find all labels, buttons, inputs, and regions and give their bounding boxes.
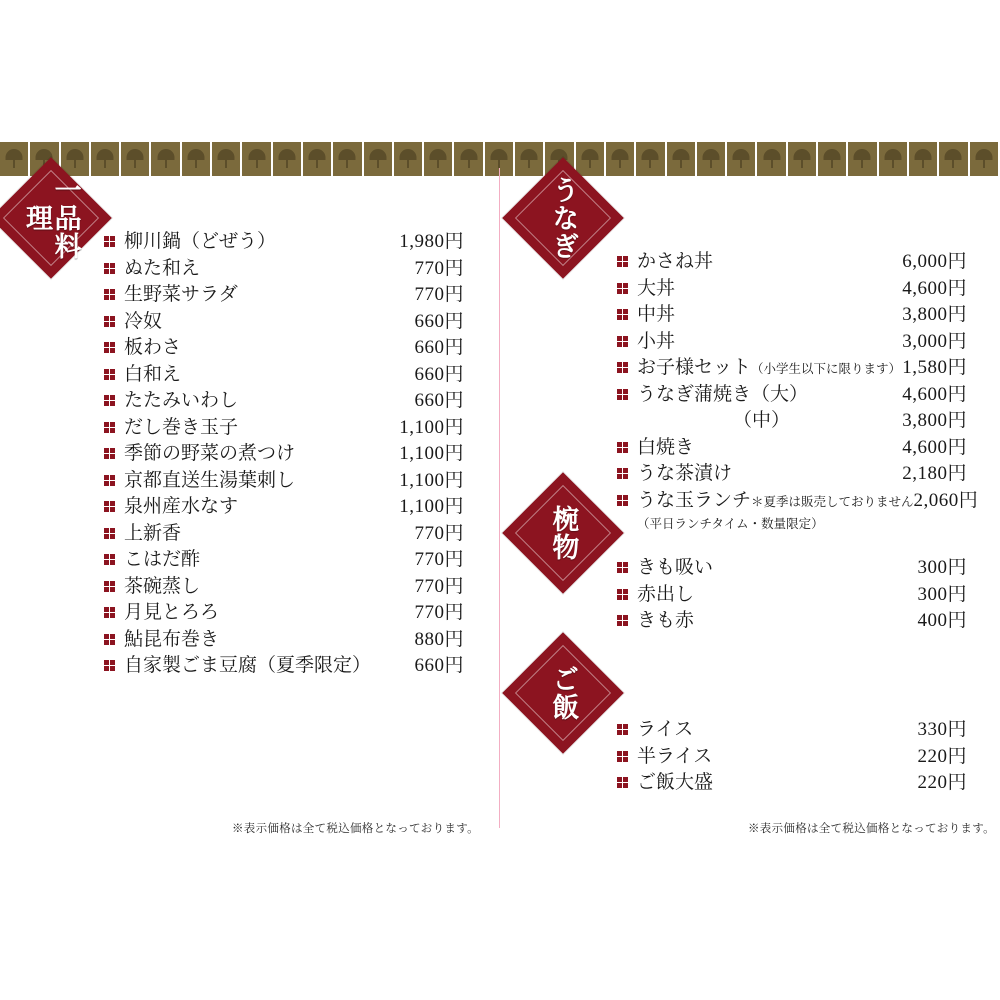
item-price: 660円 — [414, 390, 464, 411]
item-price: 1,100円 — [399, 469, 464, 491]
item-name: 小丼 — [637, 330, 676, 352]
menu-row — [104, 232, 464, 251]
item-name: 鮎昆布巻き — [124, 628, 220, 650]
menu-row — [104, 656, 464, 675]
list-bullet-icon — [104, 554, 115, 565]
band-tile-umbrella-icon — [242, 142, 272, 176]
list-bullet-icon — [104, 236, 115, 247]
item-price: 880円 — [414, 628, 464, 650]
menu-row — [104, 391, 464, 410]
band-tile-umbrella-icon — [879, 142, 909, 176]
item-name-note: ＊夏季は販売しておりません — [751, 494, 914, 509]
band-tile-umbrella-icon — [364, 142, 394, 176]
menu-row — [617, 305, 967, 324]
list-bullet-icon — [617, 309, 628, 320]
item-name: お子様セット（小学生以下に限ります） — [637, 357, 902, 378]
section-list-ippin — [104, 232, 464, 683]
decorative-band — [0, 142, 1000, 176]
item-name: 赤出し — [637, 583, 695, 605]
menu-row — [617, 489, 979, 511]
band-tile-umbrella-icon — [333, 142, 363, 176]
section-list-gohan — [617, 720, 967, 800]
menu-row — [104, 418, 464, 437]
band-tile-umbrella-icon — [121, 142, 151, 176]
item-price: 400円 — [917, 610, 967, 631]
item-name-note: （小学生以下に限ります） — [751, 362, 902, 376]
item-price: 2,180円 — [902, 463, 967, 484]
menu-row — [104, 497, 464, 516]
list-bullet-icon — [104, 501, 115, 512]
item-price: 2,060円 — [913, 489, 979, 511]
section-label-ippin: 一品料理 — [22, 176, 81, 260]
item-name: うな茶漬け — [637, 463, 733, 484]
item-price: 4,600円 — [902, 277, 967, 299]
item-price: 330円 — [917, 719, 967, 740]
menu-row — [617, 332, 967, 351]
band-tile-umbrella-icon — [848, 142, 878, 176]
list-bullet-icon — [104, 289, 115, 300]
item-price: 770円 — [414, 602, 464, 623]
item-name: 白焼き — [637, 436, 695, 458]
menu-row — [617, 279, 967, 298]
item-name: うな玉ランチ＊夏季は販売しておりません — [637, 489, 914, 511]
menu-row — [617, 385, 967, 404]
section-list-wanmono — [617, 558, 967, 638]
item-name: 大丼 — [637, 277, 676, 299]
band-tiles — [0, 142, 1000, 176]
item-name: だし巻き玉子 — [124, 416, 239, 438]
band-tile-umbrella-icon — [212, 142, 242, 176]
band-tile-umbrella-icon — [939, 142, 969, 176]
item-name: かさね丼 — [637, 251, 714, 272]
item-name: 半ライス — [637, 745, 713, 767]
list-bullet-icon — [617, 589, 628, 600]
band-tile-umbrella-icon — [454, 142, 484, 176]
menu-row — [617, 252, 967, 271]
item-name: 自家製ごま豆腐（夏季限定） — [124, 655, 372, 676]
item-name: うなぎ蒲焼き（大） — [637, 383, 809, 405]
list-bullet-icon — [104, 607, 115, 618]
item-price: 1,100円 — [399, 416, 464, 438]
band-tile-umbrella-icon — [151, 142, 181, 176]
list-bullet-icon — [617, 751, 628, 762]
item-name: ぬた和え — [124, 257, 201, 279]
menu-row — [617, 558, 967, 577]
band-tile-umbrella-icon — [970, 142, 1000, 176]
band-tile-umbrella-icon — [727, 142, 757, 176]
menu-row — [617, 747, 967, 766]
list-bullet-icon — [617, 283, 628, 294]
item-price: 770円 — [414, 522, 464, 544]
list-bullet-icon — [104, 263, 115, 274]
menu-row — [104, 550, 464, 569]
item-name: 月見とろろ — [124, 602, 220, 623]
band-tile-umbrella-icon — [273, 142, 303, 176]
tax-note-left: ※表示価格は全て税込価格となっております。 — [232, 823, 479, 835]
band-tile-umbrella-icon — [909, 142, 939, 176]
menu-row — [617, 773, 967, 792]
section-label-wanmono: 椀物 — [548, 505, 579, 561]
item-price: 1,100円 — [399, 496, 464, 517]
list-bullet-icon — [104, 581, 115, 592]
item-price: 300円 — [917, 557, 967, 578]
band-tile-umbrella-icon — [757, 142, 787, 176]
item-price: 770円 — [414, 549, 464, 570]
menu-row — [104, 471, 464, 490]
tax-note-right: ※表示価格は全て税込価格となっております。 — [748, 823, 995, 835]
item-price: 4,600円 — [902, 436, 967, 458]
item-price: 770円 — [414, 284, 464, 305]
menu-row — [104, 338, 464, 357]
item-price: 300円 — [917, 583, 967, 605]
section-label-unagi: うなぎ — [548, 176, 579, 260]
item-name: 板わさ — [124, 337, 182, 358]
item-name: 生野菜サラダ — [124, 284, 238, 305]
band-tile-umbrella-icon — [697, 142, 727, 176]
item-name: 冷奴 — [124, 310, 163, 332]
band-tile-umbrella-icon — [606, 142, 636, 176]
item-price: 1,100円 — [399, 443, 464, 464]
item-price: 4,600円 — [902, 383, 967, 405]
list-bullet-icon — [104, 528, 115, 539]
band-tile-umbrella-icon — [394, 142, 424, 176]
item-price: 660円 — [414, 310, 464, 332]
list-bullet-icon — [104, 422, 115, 433]
item-name: たたみいわし — [124, 390, 239, 411]
item-price: 660円 — [414, 337, 464, 358]
band-tile-umbrella-icon — [91, 142, 121, 176]
list-bullet-icon — [617, 495, 628, 506]
band-tile-umbrella-icon — [636, 142, 666, 176]
item-name: 京都直送生湯葉刺し — [124, 469, 296, 491]
list-bullet-icon — [617, 362, 628, 373]
item-name: 上新香 — [124, 522, 182, 544]
section-list-unagi — [617, 251, 979, 540]
item-price: 220円 — [917, 772, 967, 793]
item-name: 泉州産水なす — [124, 496, 239, 517]
band-tile-umbrella-icon — [818, 142, 848, 176]
center-fold-line — [499, 168, 500, 828]
item-name: きも赤 — [637, 610, 695, 631]
list-bullet-icon — [617, 389, 628, 400]
list-bullet-icon — [104, 342, 115, 353]
menu-row — [617, 464, 967, 483]
item-price: 1,980円 — [399, 231, 464, 252]
list-bullet-icon — [617, 615, 628, 626]
list-bullet-icon — [104, 634, 115, 645]
menu-row — [104, 577, 464, 596]
menu-row — [617, 611, 967, 630]
menu-row — [617, 438, 967, 457]
menu-row — [617, 358, 967, 377]
list-bullet-icon — [617, 777, 628, 788]
menu-row — [104, 259, 464, 278]
item-price: 3,000円 — [902, 330, 967, 352]
menu-row — [617, 411, 967, 430]
item-name: ご飯大盛 — [637, 772, 714, 793]
section-label-gohan: ご飯 — [548, 665, 579, 721]
band-tile-umbrella-icon — [788, 142, 818, 176]
list-bullet-icon — [104, 369, 115, 380]
list-bullet-icon — [104, 316, 115, 327]
item-price: 660円 — [414, 655, 464, 676]
list-bullet-icon — [617, 468, 628, 479]
menu-row — [104, 630, 464, 649]
band-tile-umbrella-icon — [667, 142, 697, 176]
list-bullet-icon — [104, 660, 115, 671]
item-name: こはだ酢 — [124, 549, 201, 570]
menu-row — [104, 285, 464, 304]
item-name: ライス — [637, 719, 694, 740]
menu-row — [617, 720, 967, 739]
item-price: 770円 — [414, 575, 464, 597]
item-name: 中丼 — [637, 304, 676, 325]
item-name: 白和え — [124, 363, 182, 385]
item-price: 660円 — [414, 363, 464, 385]
item-name: 柳川鍋（どぜう） — [124, 231, 277, 252]
band-tile-umbrella-icon — [424, 142, 454, 176]
menu-row — [104, 603, 464, 622]
menu-row — [104, 444, 464, 463]
list-bullet-icon — [617, 442, 628, 453]
item-name: 季節の野菜の煮つけ — [124, 443, 296, 464]
list-bullet-icon — [104, 448, 115, 459]
list-bullet-icon — [617, 336, 628, 347]
band-tile-umbrella-icon — [182, 142, 212, 176]
list-bullet-icon — [104, 395, 115, 406]
item-price: 3,800円 — [902, 410, 967, 431]
item-price: 220円 — [917, 745, 967, 767]
list-bullet-icon — [104, 475, 115, 486]
item-name: （中） — [733, 410, 791, 431]
item-price: 6,000円 — [902, 251, 967, 272]
item-price: 770円 — [414, 257, 464, 279]
item-subnote: （平日ランチタイム・数量限定） — [637, 517, 824, 531]
menu-row — [104, 312, 464, 331]
item-name: きも吸い — [637, 557, 714, 578]
menu-row — [104, 365, 464, 384]
band-tile-umbrella-icon — [303, 142, 333, 176]
item-price: 3,800円 — [902, 304, 967, 325]
list-bullet-icon — [617, 562, 628, 573]
menu-row — [617, 585, 967, 604]
list-bullet-icon — [617, 724, 628, 735]
menu-row — [104, 524, 464, 543]
list-bullet-icon — [617, 256, 628, 267]
item-price: 1,580円 — [902, 357, 967, 378]
item-name: 茶碗蒸し — [124, 575, 201, 597]
